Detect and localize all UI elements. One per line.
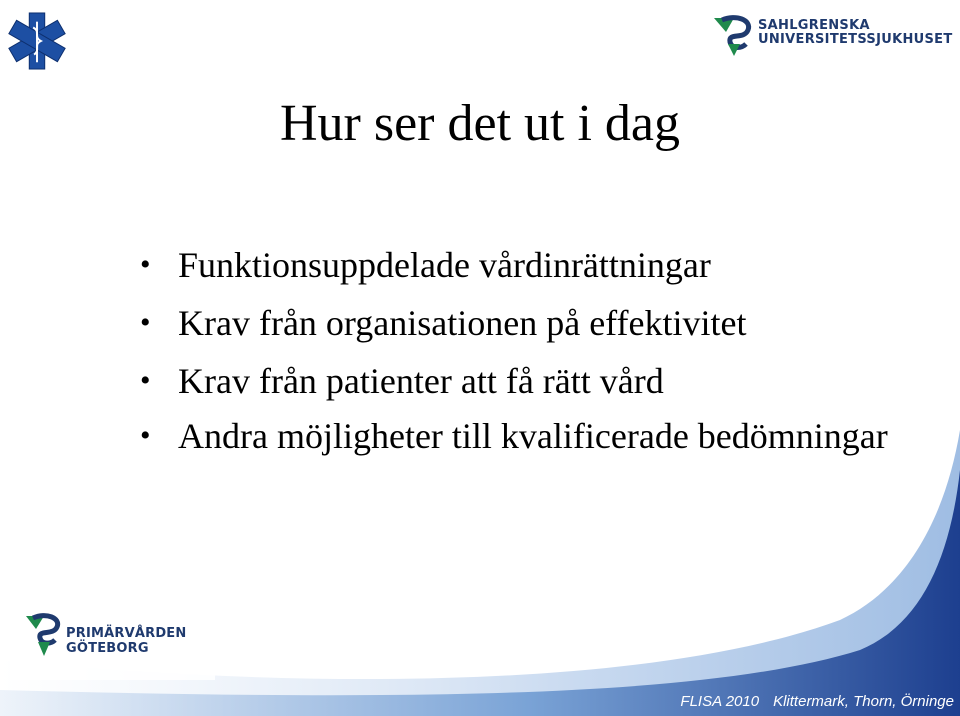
bullet-item	[140, 236, 920, 294]
sahlgrenska-mark-icon	[712, 14, 756, 58]
footer-event: FLISA 2010	[680, 693, 760, 710]
footer-text	[666, 693, 954, 710]
primarvarden-logo	[10, 590, 340, 680]
bullet-text: Andra möjligheter till kvalificerade bedömningar	[178, 416, 888, 456]
bullet-item	[140, 352, 920, 410]
primarvarden-name-line2: GÖTEBORG	[66, 641, 149, 656]
bullet-text: Funktionsuppdelade vårdinrättningar	[178, 245, 711, 285]
footer	[0, 690, 960, 716]
primarvarden-name-line1: PRIMÄRVÅRDEN	[66, 626, 187, 641]
star-of-life-icon	[8, 10, 66, 72]
bullet-list	[140, 236, 920, 462]
sahlgrenska-name-line1: SAHLGRENSKA	[758, 18, 870, 33]
slide-title: Hur ser det ut i dag	[279, 95, 680, 152]
bullet-dot: •	[140, 306, 151, 339]
primarvarden-mark-icon	[24, 612, 64, 660]
footer-authors: Klittermark, Thorn, Örninge	[773, 693, 954, 710]
logo-backdrop	[280, 590, 342, 678]
bullet-dot: •	[140, 364, 151, 397]
bullet-text: Krav från organisationen på effektivitet	[178, 303, 747, 343]
bullet-text: Krav från patienter att få rätt vård	[178, 361, 664, 401]
bullet-item	[140, 294, 920, 352]
bullet-dot: •	[140, 248, 151, 281]
bullet-item	[140, 410, 920, 462]
sahlgrenska-logo	[712, 14, 952, 58]
bullet-dot: •	[140, 419, 151, 452]
sahlgrenska-name-line2: UNIVERSITETSSJUKHUSET	[758, 32, 953, 47]
